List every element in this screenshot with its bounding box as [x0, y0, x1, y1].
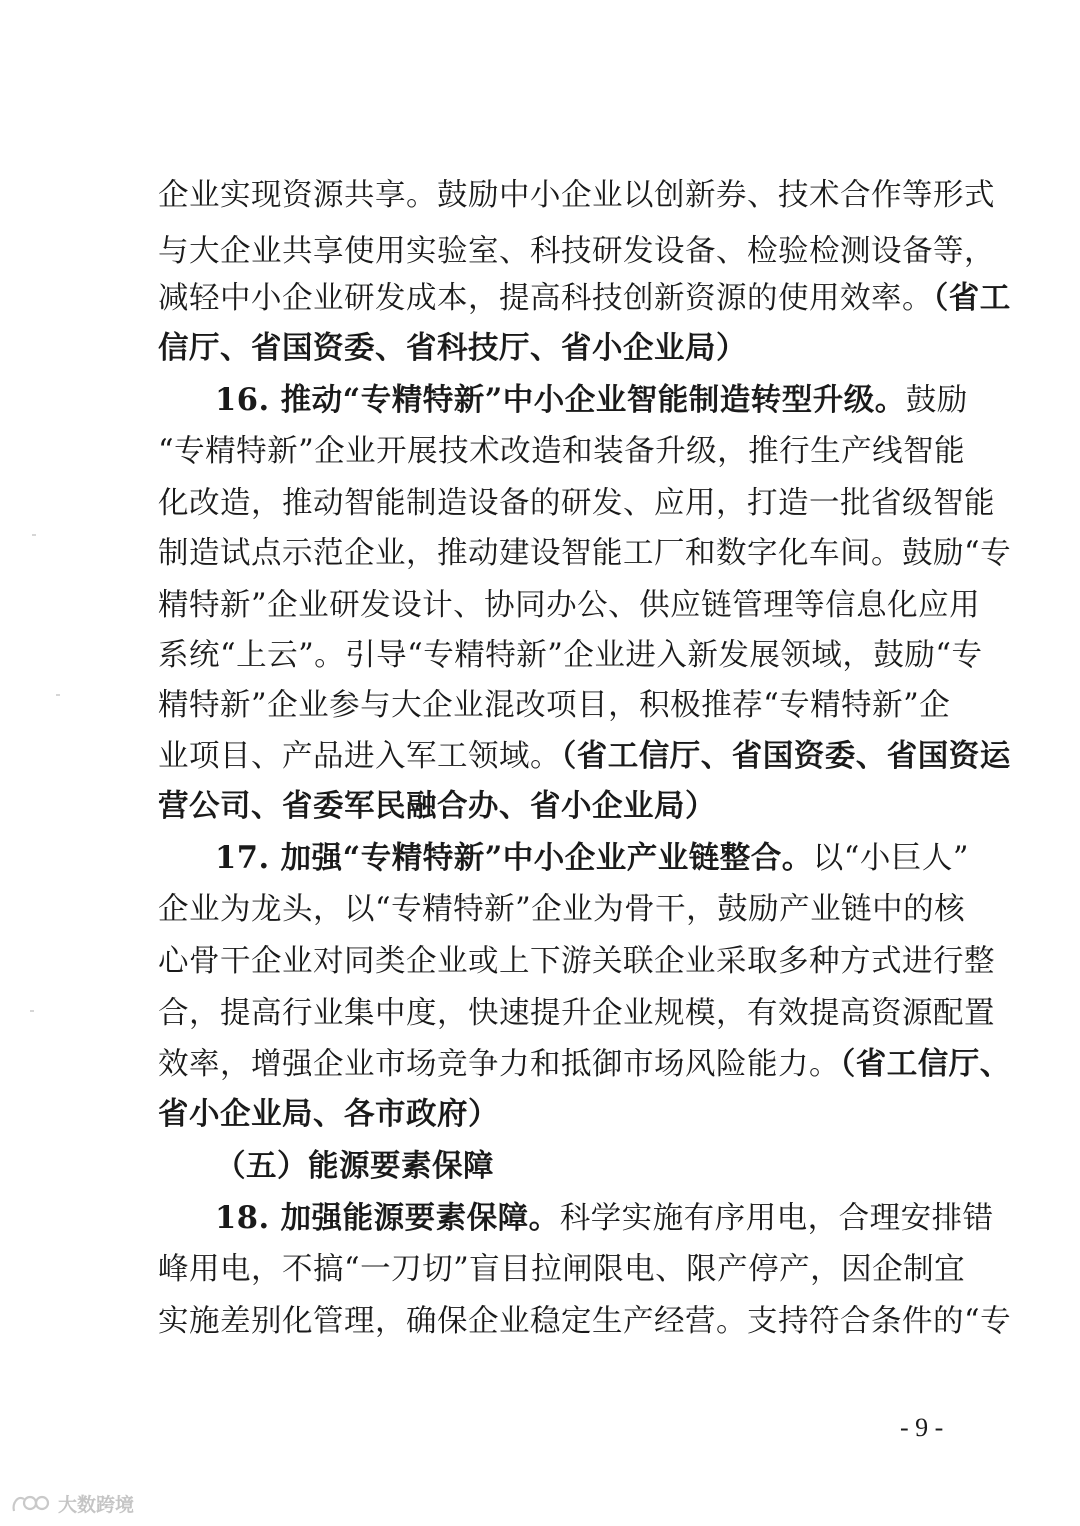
paragraph-line: 业项目、产品进入军工领域。（省工信厅、省国资委、省国资运 — [158, 738, 1011, 774]
responsible-departments: （省工 — [933, 280, 1011, 316]
paragraph-line: 制造试点示范企业，推动建设智能工厂和数字化车间。鼓励“专 — [158, 536, 1012, 571]
paragraph-line: 企业为龙头，以“专精特新”企业为骨干，鼓励产业链中的核 — [158, 892, 966, 927]
watermark — [10, 1488, 134, 1518]
paragraph-line: 合，提高行业集中度，快速提升企业规模，有效提高资源配置 — [158, 996, 995, 1031]
scan-speck — [32, 534, 36, 536]
item-title: 18. 加强能源要素保障。 — [215, 1200, 560, 1236]
logo-icon — [10, 1491, 54, 1515]
section-heading: （五）能源要素保障 — [215, 1148, 494, 1184]
paragraph-line: 峰用电，不搞“一刀切”盲目拉闸限电、限产停产，因企制宜 — [158, 1252, 966, 1287]
scan-speck — [30, 1010, 34, 1012]
paragraph-line: 效率，增强企业市场竞争力和抵御市场风险能力。（省工信厅、 — [158, 1046, 1011, 1082]
paragraph-line: 心骨干企业对同类企业或上下游关联企业采取多种方式进行整 — [158, 944, 995, 979]
item-title: 17. 加强“专精特新”中小企业产业链整合。 — [215, 840, 813, 876]
responsible-departments: （省工信厅、省国资委、省国资运 — [561, 738, 1011, 774]
watermark-text: 大数跨境 — [58, 1493, 135, 1516]
paragraph-line: 精特新”企业研发设计、协同办公、供应链管理等信息化应用 — [158, 588, 981, 623]
item-title: 16. 推动“专精特新”中小企业智能制造转型升级。 — [215, 382, 906, 418]
paragraph-line: 减轻中小企业研发成本，提高科技创新资源的使用效率。（省工 — [158, 280, 1011, 316]
paragraph-line: 精特新”企业参与大企业混改项目，积极推荐“专精特新”企 — [158, 688, 951, 723]
paragraph-line: “专精特新”企业开展技术改造和装备升级，推行生产线智能 — [158, 434, 966, 469]
item-17-heading: 17. 加强“专精特新”中小企业产业链整合。以“小巨人” — [215, 840, 969, 876]
paragraph-line: 企业实现资源共享。鼓励中小企业以创新券、技术合作等形式 — [158, 178, 995, 213]
paragraph-line: 实施差别化管理，确保企业稳定生产经营。支持符合条件的“专 — [158, 1304, 1012, 1339]
paragraph-line: 与大企业共享使用实验室、科技研发设备、检验检测设备等， — [158, 234, 995, 269]
scan-speck — [56, 694, 60, 696]
page-number: - 9 - — [900, 1413, 944, 1442]
item-16-heading: 16. 推动“专精特新”中小企业智能制造转型升级。鼓励 — [215, 382, 968, 418]
paragraph-line: 系统“上云”。引导“专精特新”企业进入新发展领域，鼓励“专 — [158, 638, 983, 673]
paragraph-line: 化改造，推动智能制造设备的研发、应用，打造一批省级智能 — [158, 486, 995, 521]
responsible-departments: 营公司、省委军民融合办、省小企业局） — [158, 788, 716, 824]
responsible-departments: （省工信厅、 — [840, 1046, 1011, 1082]
responsible-departments: 省小企业局、各市政府） — [158, 1096, 499, 1132]
responsible-departments: 信厅、省国资委、省科技厅、省小企业局） — [158, 330, 747, 366]
item-18-heading: 18. 加强能源要素保障。科学实施有序用电，合理安排错 — [215, 1200, 994, 1236]
